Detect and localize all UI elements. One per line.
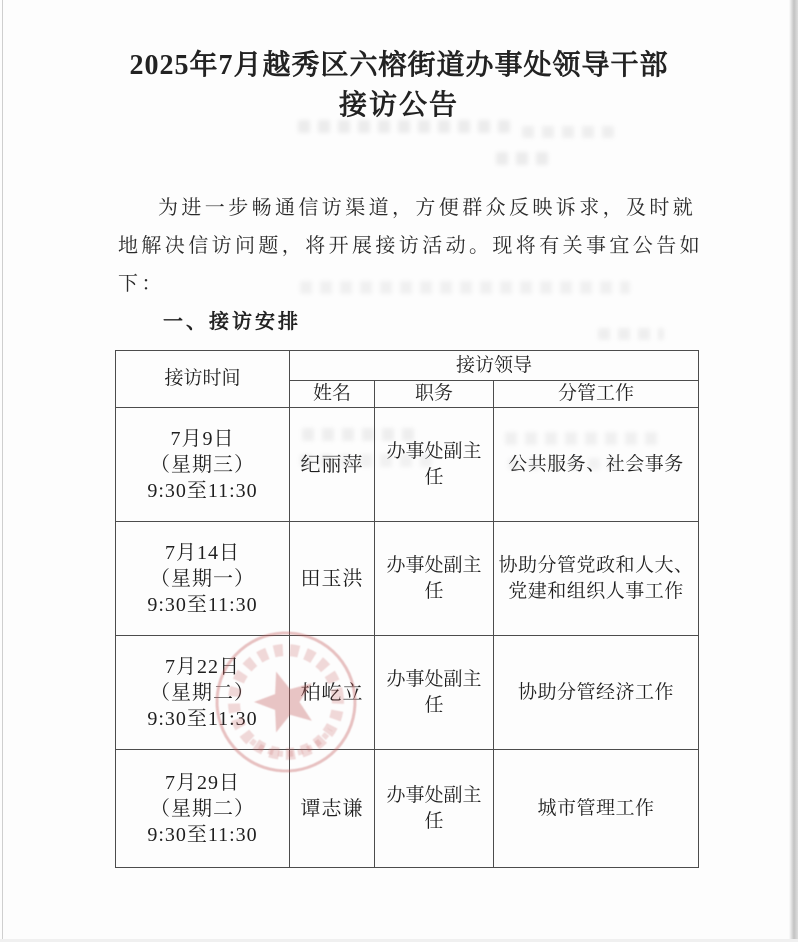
intro-line: 为进一步畅通信访渠道，方便群众反映诉求，及时就 [158,197,697,219]
cell-position: 办事处副主 任 [375,408,494,522]
table-row [116,522,699,636]
cell-time: 7月22日 （星期二） 9:30至11:30 [116,636,290,750]
cell-duty: 协助分管经济工作 [494,636,699,750]
intro-paragraph [118,189,712,303]
cell-position: 办事处副主 任 [375,750,494,868]
title-line-2: 接访公告 [338,90,459,121]
section-heading: 一、接访安排 [163,311,301,333]
table-header-row-1 [116,351,699,381]
cell-time: 7月14日 （星期一） 9:30至11:30 [116,522,290,636]
intro-line: 下： [118,273,165,295]
cell-time: 7月9日 （星期三） 9:30至11:30 [116,408,290,522]
title-line-1: 2025年7月越秀区六榕街道办事处领导干部 [129,50,669,81]
cell-name: 柏屹立 [290,636,375,750]
cell-name: 谭志谦 [290,750,375,868]
cell-duty: 协助分管党政和人大、 党建和组织人事工作 [494,522,699,636]
header-cell-position: 职务 [375,381,494,408]
table-row [116,750,699,868]
header-cell-duty: 分管工作 [494,381,699,408]
cell-position: 办事处副主 任 [375,636,494,750]
intro-line: 地解决信访问题，将开展接访活动。现将有关事宜公告如 [118,235,703,257]
cell-time: 7月29日 （星期二） 9:30至11:30 [116,750,290,868]
scan-edge-left [2,0,3,942]
cell-name: 纪丽萍 [290,408,375,522]
scan-edge-right [789,0,798,942]
header-cell-leaders: 接访领导 [290,351,699,381]
table-row [116,408,699,522]
header-cell-time: 接访时间 [116,351,290,408]
document-title [0,46,798,126]
table-row [116,636,699,750]
cell-duty: 城市管理工作 [494,750,699,868]
header-cell-name: 姓名 [290,381,375,408]
ghost-text-artifact [598,328,664,340]
cell-name: 田玉洪 [290,522,375,636]
reception-schedule-table [115,350,699,868]
cell-position: 办事处副主 任 [375,522,494,636]
ghost-text-artifact [522,126,614,138]
ghost-text-artifact [496,152,554,165]
cell-duty: 公共服务、社会事务 [494,408,699,522]
